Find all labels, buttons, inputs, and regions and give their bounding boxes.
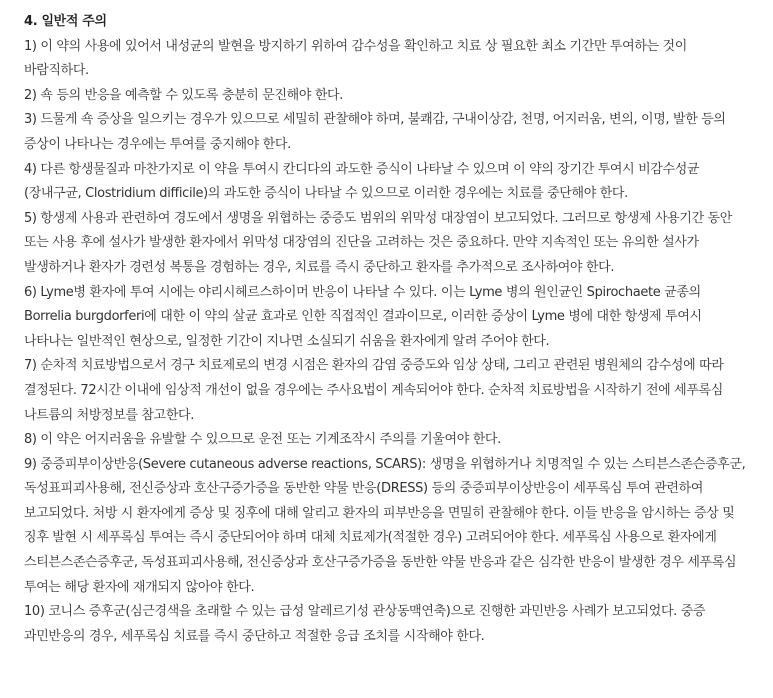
- precaution-item-10: 10) 코니스 증후군(심근경색을 초래할 수 있는 급성 알레르기성 관상동맥연축)으로 진행한 과민반응 사례가 보고되었다. 중증 과민반응의 경우, 세푸록심 치료를 즉시 중단하고 적절한 응급 조치를 시작해야 한다.: [24, 604, 706, 644]
- precaution-item-6: 6) Lyme병 환자에 투여 시에는 야리시헤르스하이머 반응이 나타날 수 있다. 이는 Lyme 병의 원인균인 Spirochaete 균종의 Borrelia burgdorferi에 대한 이 약의 살균 효과로 인한 직접적인 결과이므로, 이러한 증상이 Lyme 병에 대한 항생제 투여시 나타나는 일반적인 현상으로, 일정한 기간이 지나면 소실되기 쉬움을 환자에게 알려 주어야 한다.: [24, 284, 702, 349]
- precaution-item-8: 8) 이 약은 어지러움을 유발할 수 있으므로 운전 또는 기계조작시 주의를 기울여야 한다.: [24, 432, 501, 448]
- precaution-item-5: 5) 항생제 사용과 관련하여 경도에서 생명을 위협하는 중증도 범위의 위막성 대장염이 보고되었다. 그러므로 항생제 사용기간 동안 또는 사용 후에 설사가 발생한 환자에서 위막성 대장염의 진단을 고려하는 것은 중요하다. 만약 지속적인 또는 유의한 설사가 발생하거나 환자가 경련성 복통을 경험하는 경우, 치료를 즉시 중단하고 환자를 추가적으로 조사하여야 한다.: [24, 210, 732, 275]
- precaution-item-3: 3) 드물게 쇽 증상을 일으키는 경우가 있으므로 세밀히 관찰해야 하며, 불쾌감, 구내이상감, 천명, 어지러움, 변의, 이명, 발한 등의 증상이 나타나는 경우에는 투여를 중지해야 한다.: [24, 112, 726, 152]
- precaution-item-9: 9) 중증피부이상반응(Severe cutaneous adverse reactions, SCARS): 생명을 위협하거나 치명적일 수 있는 스티븐스존슨증후군, 독성표피괴사용해, 전신증상과 호산구증가증을 동반한 약물 반응(DRESS) 등의 중증피부이상반응이 세푸록심 투여 관련하여 보고되었다. 처방 시 환자에게 증상 및 징후에 대해 알리고 환자의 피부반응을 면밀히 관찰해야 한다. 이들 반응을 암시하는 증상 및 징후 발현 시 세푸록심 투여는 즉시 중단되어야 하며 대체 치료제가(적절한 경우) 고려되어야 한다. 세푸록심 사용으로 환자에게 스티븐스존슨증후군, 독성표피괴사용해, 전신증상과 호산구증가증을 동반한 약물 반응과 같은 심각한 반응이 발생한 경우 세푸록심 투여는 해당 환자에 재개되지 않아야 한다.: [24, 456, 746, 595]
- precaution-item-2: 2) 쇽 등의 반응을 예측할 수 있도록 충분히 문진해야 한다.: [24, 87, 344, 103]
- section-heading: 4. 일반적 주의: [24, 14, 107, 29]
- precaution-item-4: 4) 다른 항생물질과 마찬가지로 이 약을 투여시 칸디다의 과도한 증식이 나타날 수 있으며 이 약의 장기간 투여시 비감수성균(장내구균, Clostridium difficile)의 과도한 증식이 나타날 수 있으므로 이러한 경우에는 치료를 중단해야 한다.: [24, 161, 700, 202]
- precaution-item-1: 1) 이 약의 사용에 있어서 내성균의 발현을 방지하기 위하여 감수성을 확인하고 치료 상 필요한 최소 기간만 투여하는 것이 바람직하다.: [24, 38, 687, 79]
- precaution-item-7: 7) 순차적 치료방법으로서 경구 치료제로의 변경 시점은 환자의 감염 중증도와 임상 상태, 그리고 관련된 병원체의 감수성에 따라 결정된다. 72시간 이내에 임상적 개선이 없을 경우에는 주사요법이 계속되어야 한다. 순차적 치료방법을 시작하기 전에 세푸록심 나트륨의 처방정보를 참고한다.: [24, 358, 724, 423]
- precautions-section: [24, 10, 752, 649]
